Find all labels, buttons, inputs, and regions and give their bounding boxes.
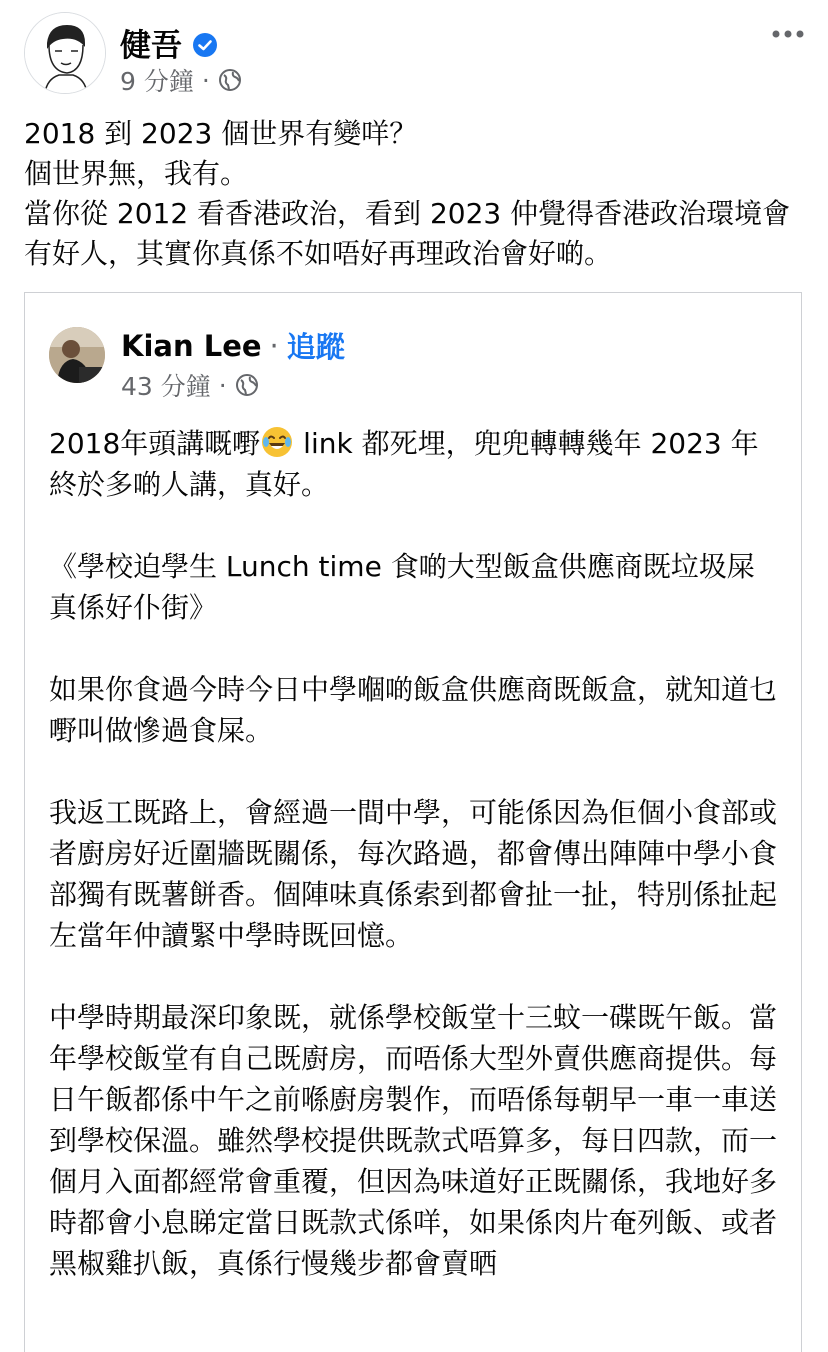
follow-link[interactable]: 追蹤 <box>286 330 345 364</box>
intro-text-end: link 都死埋，兜兜轉轉幾年 2023 年終於多啲人講，真好。 <box>49 427 759 501</box>
shared-paragraph: 我返工既路上，會經過一間中學，可能係因為佢個小食部或者廚房好近圍牆既關係，每次路過，都會傳出陣陣中學小食部獨有既薯餅香。個陣味真係索到都會扯一扯，特別係扯起左當年仲讀緊中學時既回憶。 <box>49 796 778 952</box>
shared-author-name[interactable]: Kian Lee <box>121 328 262 363</box>
globe-icon[interactable] <box>218 68 242 92</box>
intro-text-start: 2018年頭講嘅嘢 <box>49 427 261 460</box>
shared-post-time[interactable]: 43 分鐘 <box>121 372 211 401</box>
shared-meta-separator: · <box>218 370 227 400</box>
shared-author-avatar[interactable] <box>49 327 105 383</box>
more-options-icon[interactable] <box>768 24 808 44</box>
shared-paragraph: 如果你食過今時今日中學嗰啲飯盒供應商既飯盒，就知道乜嘢叫做慘過食屎。 <box>49 673 778 747</box>
verified-badge-icon <box>192 30 218 56</box>
globe-icon[interactable] <box>235 373 259 397</box>
author-name[interactable] <box>120 20 218 65</box>
shared-paragraph: 中學時期最深印象既，就係學校飯堂十三蚊一碟既午飯。當年學校飯堂有自己既廚房，而唔係大型外賣供應商提供。每日午飯都係中午之前喺廚房製作，而唔係每朝早一車一車送到學校保溫。雖然學校提供既款式唔算多，每日四款，而一個月入面都經常會重覆，但因為味道好正既關係，我地好多時都會小息睇定當日既款式係咩，如果係肉片奄列飯、或者黑椒雞扒飯，真係行慢幾步都會賣晒 <box>49 1001 778 1280</box>
laughing-crying-emoji-icon <box>260 425 294 459</box>
shared-post-text <box>49 423 779 1325</box>
post-time[interactable]: 9 分鐘 <box>120 67 194 96</box>
shared-author-header <box>121 325 345 366</box>
post-meta <box>120 62 242 98</box>
shared-paragraph: 《學校迫學生 Lunch time 食啲大型飯盒供應商既垃圾屎真係好仆街》 <box>49 550 755 624</box>
meta-separator: · <box>201 65 210 95</box>
shared-intro-paragraph <box>49 423 779 505</box>
shared-post-card[interactable] <box>24 292 802 1352</box>
author-avatar[interactable] <box>24 12 106 94</box>
shared-post-meta <box>121 367 259 403</box>
author-name-label[interactable]: 健吾 <box>120 28 182 64</box>
post-text: 2018 到 2023 個世界有變咩？ 個世界無，我有。 當你從 2012 看香港政治，看到 2023 仲覺得香港政治環境會有好人，其實你真係不如唔好再理政治會好啲。 <box>24 117 791 270</box>
shared-name-separator: · <box>269 328 279 363</box>
